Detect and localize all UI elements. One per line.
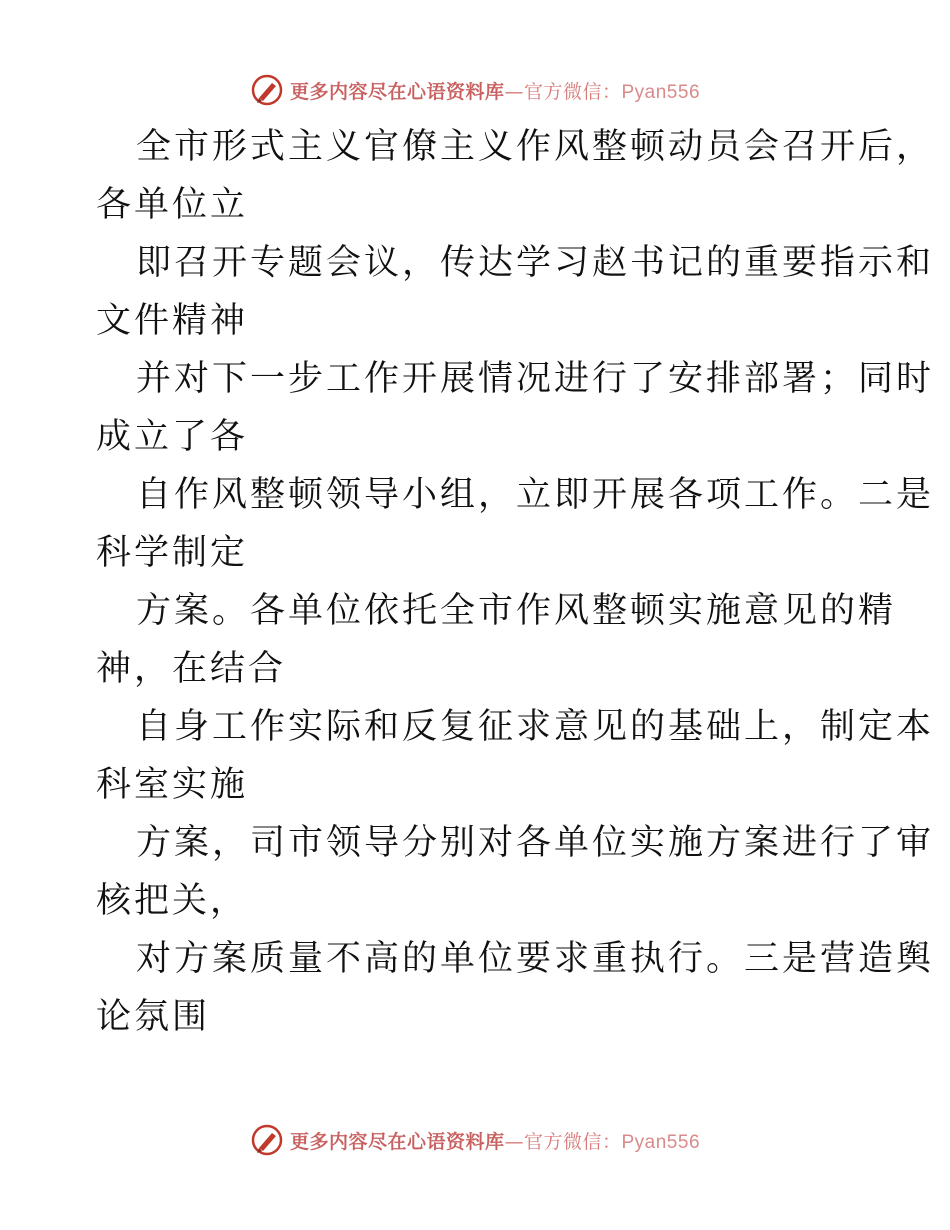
text-line — [96, 814, 935, 930]
header-watermark — [0, 72, 950, 108]
line-rest: 核把关， — [96, 881, 249, 921]
line-first: 方案，司市领导分别对各单位实施方案进行了审 — [136, 823, 935, 863]
line-first: 并对下一步工作开展情况进行了安排部署；同时 — [136, 359, 935, 399]
line-first: 自身工作实际和反复征求意见的基础上，制定本 — [136, 707, 935, 747]
watermark-label: 官方微信： — [523, 1130, 622, 1153]
line-rest: 科学制定 — [96, 533, 249, 573]
watermark-text — [290, 1127, 700, 1154]
footer-watermark — [0, 1122, 950, 1158]
line-rest: 神，在结合 — [96, 649, 287, 689]
line-first: 自作风整顿领导小组，立即开展各项工作。二是 — [136, 475, 935, 515]
pen-logo-icon — [250, 1123, 284, 1157]
pen-logo-icon — [250, 73, 284, 107]
line-rest: 论氛围 — [96, 997, 211, 1037]
watermark-label: 官方微信： — [523, 80, 622, 103]
text-line — [96, 930, 935, 1046]
line-rest: 科室实施 — [96, 765, 249, 805]
watermark-text — [290, 77, 700, 104]
watermark-brand: 更多内容尽在心语资料库 — [289, 1130, 505, 1153]
line-rest: 文件精神 — [96, 301, 249, 341]
watermark-id: Pyan556 — [621, 1131, 701, 1153]
text-line — [96, 234, 935, 350]
line-first: 对方案质量不高的单位要求重执行。三是营造舆 — [136, 939, 935, 979]
line-first: 全市形式主义官僚主义作风整顿动员会召开后， — [136, 127, 935, 167]
watermark-brand: 更多内容尽在心语资料库 — [289, 80, 505, 103]
text-line — [96, 118, 935, 234]
text-line — [96, 698, 935, 814]
document-body — [96, 118, 935, 1046]
text-line — [96, 466, 935, 582]
line-first: 方案。各单位依托全市作风整顿实施意见的精 — [136, 591, 897, 631]
text-line — [96, 350, 935, 466]
watermark-id: Pyan556 — [621, 81, 701, 103]
watermark-dash: — — [504, 1130, 524, 1153]
line-rest: 各单位立 — [96, 185, 249, 225]
line-rest: 成立了各 — [96, 417, 249, 457]
line-first: 即召开专题会议，传达学习赵书记的重要指示和 — [136, 243, 935, 283]
text-line — [96, 582, 897, 698]
watermark-dash: — — [504, 80, 524, 103]
